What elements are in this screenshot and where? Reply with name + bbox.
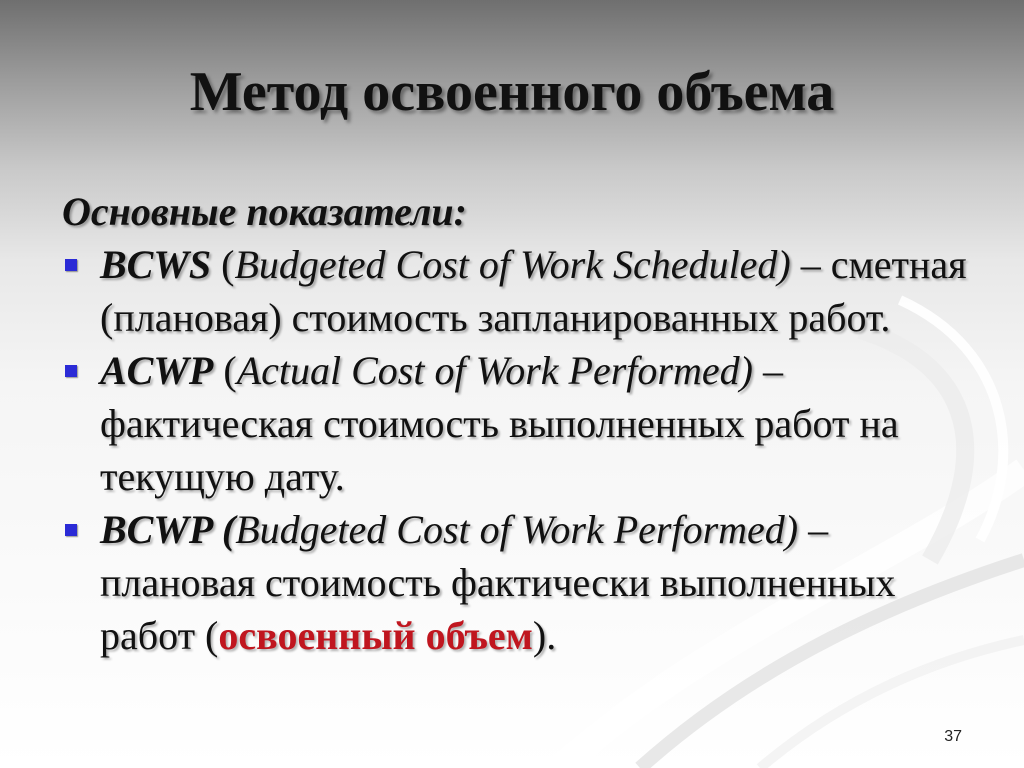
metric-abbr: ACWP (100, 348, 214, 393)
metric-full-name: Budgeted Cost of Work Scheduled) (234, 242, 791, 287)
metric-description-before: плановая стоимость фактически выполненных работ ( (100, 560, 896, 658)
slide-content (62, 188, 982, 662)
metric-full-name: Budgeted Cost of Work Performed) (235, 507, 799, 552)
highlighted-term: освоенный объем (218, 613, 533, 658)
list-item-bcws (62, 238, 982, 344)
metric-description: сметная (плановая) стоимость запланированных работ. (100, 242, 967, 340)
list-item-bcwp (62, 503, 982, 662)
paren-open: ( (213, 348, 237, 393)
square-bullet-icon (65, 259, 77, 271)
slide-title: Метод освоенного объема (189, 61, 835, 123)
square-bullet-icon (65, 365, 77, 377)
paren-open: ( (211, 242, 235, 287)
square-bullet-icon (65, 524, 77, 536)
metric-abbr: BCWS (100, 242, 212, 287)
metric-full-name: Actual Cost of Work Performed) (236, 348, 753, 393)
metric-description: фактическая стоимость выполненных работ на текущую дату. (100, 401, 899, 499)
dash: – (752, 348, 783, 393)
paren-open: ( (211, 507, 236, 552)
intro-heading: Основные показатели: (62, 189, 467, 234)
metric-description-after: ). (532, 613, 557, 658)
page-number: 37 (944, 728, 962, 745)
dash: – (798, 507, 829, 552)
list-item-acwp (62, 344, 982, 503)
metric-abbr: BCWP (100, 507, 212, 552)
metrics-list (62, 238, 982, 662)
dash: – (790, 242, 821, 287)
